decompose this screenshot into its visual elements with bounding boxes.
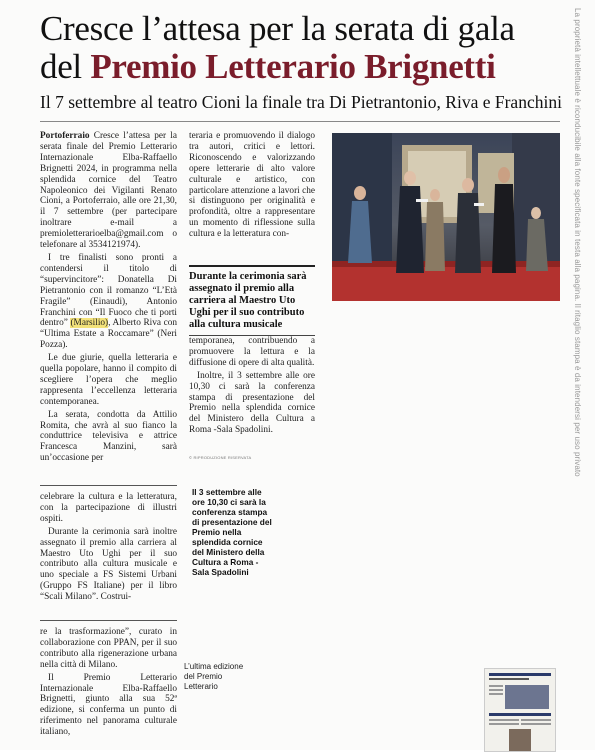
article-column-1c — [40, 627, 177, 740]
paragraph: Durante la cerimonia sarà inoltre assegnato il premio alla carriera al Maestro Uto Ughi per il suo contributo alla cultura musicale e uno speciale a FS Sistemi Urbani (Gruppo FS Italiane) per il libro “Scali Milano”. Costrui- — [40, 526, 177, 603]
highlighted-text: (Marsilio) — [70, 318, 109, 329]
copyright-note: © RIPRODUZIONE RISERVATA — [189, 455, 252, 460]
paragraph: celebrare la cultura e la letteratura, con la partecipazione di illustri ospiti. — [40, 492, 177, 524]
article-column-2b — [189, 336, 315, 438]
paragraph: La serata, condotta da Attilio Romita, che avrà al suo fianco la conduttrice televisiva e attrice Francesca Manzini, sarà un’occasione per — [40, 409, 177, 464]
divider — [40, 121, 560, 122]
event-photo — [332, 133, 560, 301]
subheadline: Il 7 settembre al teatro Cioni la finale tra Di Pietrantonio, Riva e Franchini — [40, 92, 562, 112]
paragraph: Inoltre, il 3 settembre alle ore 10,30 ci sarà la conferenza stampa di presentazione del Premio nella splendida cornice del Ministero della Cultura a Roma -Sala Spadolini. — [189, 370, 315, 436]
pull-quote: Durante la cerimonia sarà assegnato il premio alla carriera al Maestro Uto Ughi per il suo contributo alla cultura musicale — [189, 265, 315, 336]
headline — [40, 10, 560, 86]
article-column-2 — [189, 131, 315, 242]
paragraph: re la trasformazione”, curato in collaborazione con PPAN, per il suo contributo alla rigenerazione urbana nella città di Milano. — [40, 627, 177, 670]
column-divider — [40, 620, 177, 621]
paragraph: teraria e promuovendo il dialogo tra autori, critici e lettori. Riconoscendo e valorizzando opere letterarie di alto valore culturale e artistico, con particolare attenzione a lavori che si distinguono per originalità e profondità, oltre a rappresentare un momento di riflessione sulla cultura e la letteratura con- — [189, 131, 315, 240]
headline-line-2 — [40, 48, 560, 86]
vertical-copyright-note: La proprietà intellettuale è riconducibile alla fonte specificata in testa alla pagina. Il ritaglio stampa è da intendersi per uso privato — [573, 8, 582, 477]
dateline: Portoferraio — [40, 131, 90, 141]
article-column-1b — [40, 492, 177, 605]
headline-highlight: Premio Letterario Brignetti — [90, 47, 496, 86]
paragraph: Il Premio Letterario Internazionale Elba-Raffaello Brignetti, giunto alla sua 52ª edizione, si conferma un punto di riferimento nel panorama culturale italiano, — [40, 672, 177, 738]
paragraph: Le due giurie, quella letteraria e quella popolare, hanno il compito di scegliere l’opera che meglio rappresenta l’eccellenza letteraria contemporanea. — [40, 353, 177, 407]
paragraph — [40, 253, 177, 351]
headline-prefix: del — [40, 47, 91, 86]
sidebar-caption: Il 3 settembre alle ore 10,30 ci sarà la conferenza stampa di presentazione del Premio nella splendida cornice del Ministero della Cultura a Roma -Sala Spadolini — [192, 487, 272, 577]
page-thumbnail — [484, 668, 556, 752]
article-column-1 — [40, 131, 177, 466]
stage-scene-image — [332, 133, 560, 301]
paragraph-text: I tre finalisti sono pronti a contendersi il titolo di “supervincitore”: Donatella Di Pietrantonio con il romanzo “L’Età Fragile” (Einaudi), Antonio Franchini con “Il Fuoco che ti porti dentro” — [40, 252, 177, 329]
paragraph-text: Cresce l’attesa per la serata finale del Premio Letterario Internazionale Elba-Raffaello Brignetti 2024, in programma nella splendida cornice del Teatro Napoleonico dei Vigilanti Renato Cioni, a Portoferraio, alle ore 21,30, il 7 settembre (per partecipare inoltrare e-mail a premioletterarioelba@gmail.com o telefonare al 3534121974). — [40, 131, 177, 251]
photo-caption: L’ultima edizione del Premio Letterario — [184, 662, 244, 691]
column-divider — [40, 485, 177, 486]
paragraph: temporanea, contribuendo a promuovere la lettura e la diffusione di opere di alta qualità. — [189, 336, 315, 368]
headline-line-1: Cresce l’attesa per la serata di gala — [40, 9, 515, 48]
paragraph-text: , Alberto Riva con “Ultima Estate a Roccamare” (Neri Pozza). — [40, 318, 178, 351]
paragraph — [40, 131, 177, 251]
thumbnail-image — [485, 669, 555, 751]
